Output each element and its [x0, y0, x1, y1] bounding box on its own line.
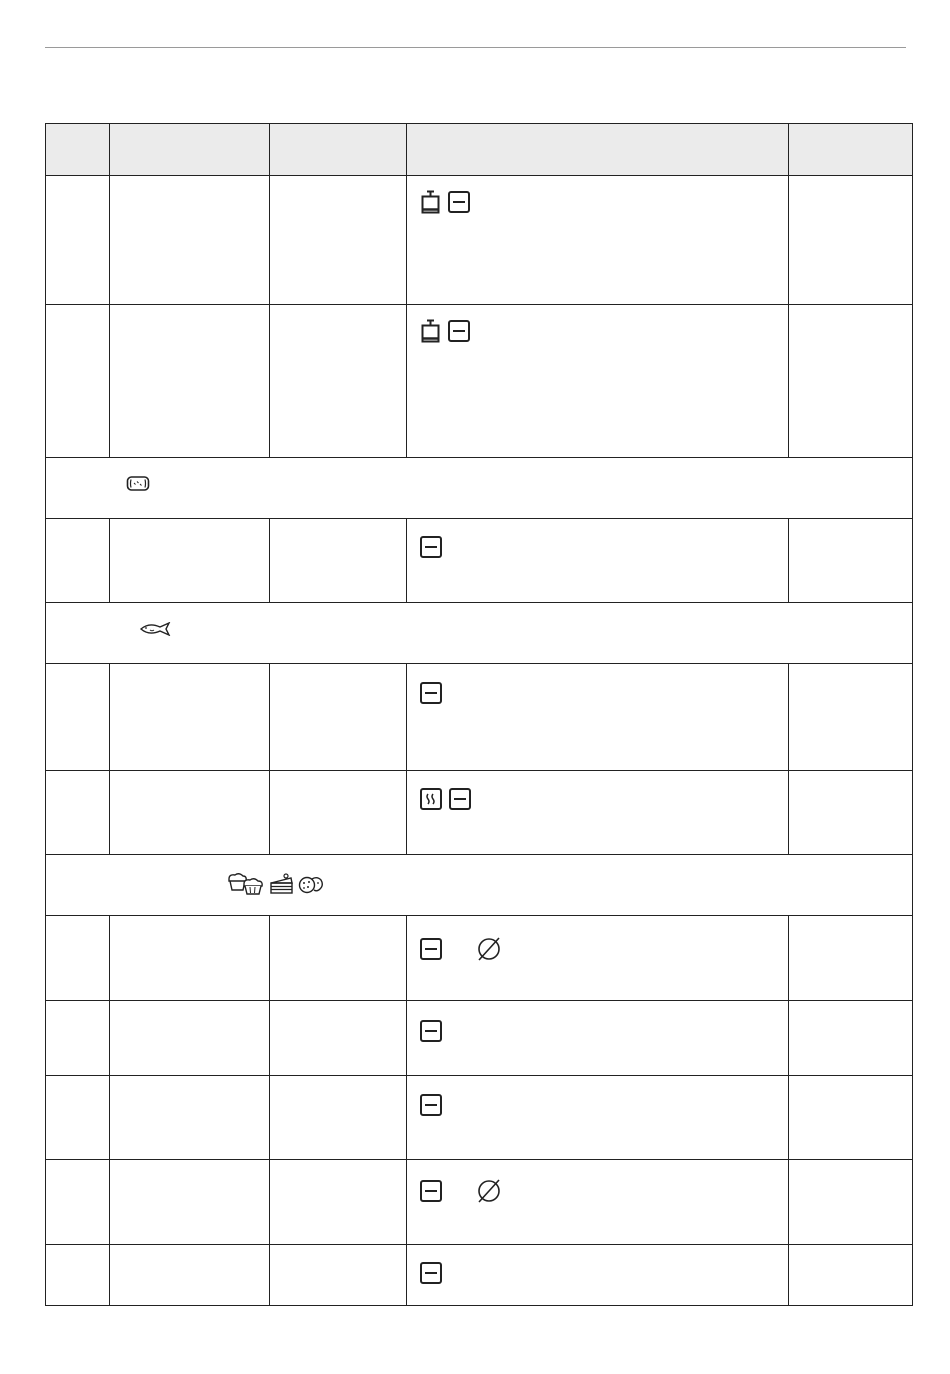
- bottom-heat-icon: [420, 1180, 442, 1202]
- top-rule: [45, 47, 906, 48]
- bread-icon: [126, 475, 150, 492]
- table-row: [46, 916, 913, 1001]
- diameter-icon: [476, 1178, 502, 1204]
- function-cell: [407, 664, 788, 771]
- function-cell: [407, 176, 788, 305]
- bottom-heat-icon: [420, 536, 442, 558]
- table-row: [46, 519, 913, 603]
- table-header-row: [46, 124, 913, 176]
- bottom-heat-icon: [449, 788, 471, 810]
- table-row: [46, 305, 913, 458]
- header-cell: [270, 124, 407, 176]
- programme-table: [45, 123, 913, 1306]
- function-cell: [407, 519, 788, 603]
- bottom-heat-icon: [420, 1020, 442, 1042]
- lamp-bottom-heat-icon: [420, 319, 441, 343]
- function-cell: [407, 1160, 788, 1245]
- bottom-heat-icon: [420, 682, 442, 704]
- table-row: [46, 1245, 913, 1306]
- header-cell: [110, 124, 270, 176]
- section-row-bakery: [46, 855, 913, 916]
- table-row: [46, 176, 913, 305]
- section-row-fish: [46, 603, 913, 664]
- table-row: [46, 1076, 913, 1160]
- muffins-icon: [227, 873, 265, 895]
- header-cell: [46, 124, 110, 176]
- table-row: [46, 1160, 913, 1245]
- bottom-heat-icon: [420, 938, 442, 960]
- function-cell: [407, 916, 788, 1001]
- fish-icon: [139, 622, 173, 636]
- function-cell: [407, 305, 788, 458]
- bottom-heat-icon: [448, 191, 470, 213]
- cookie-icon: [298, 874, 324, 894]
- header-cell: [407, 124, 788, 176]
- function-cell: [407, 1001, 788, 1076]
- table-row: [46, 1001, 913, 1076]
- bottom-heat-icon: [448, 320, 470, 342]
- steam-heat-icon: [420, 788, 442, 810]
- function-cell: [407, 1076, 788, 1160]
- lamp-bottom-heat-icon: [420, 190, 441, 214]
- section-row-bread: [46, 458, 913, 519]
- header-cell: [788, 124, 912, 176]
- bottom-heat-icon: [420, 1262, 442, 1284]
- bottom-heat-icon: [420, 1094, 442, 1116]
- table-row: [46, 664, 913, 771]
- function-cell: [407, 771, 788, 855]
- function-cell: [407, 1245, 788, 1306]
- diameter-icon: [476, 936, 502, 962]
- cake-slice-icon: [269, 873, 295, 895]
- table-row: [46, 771, 913, 855]
